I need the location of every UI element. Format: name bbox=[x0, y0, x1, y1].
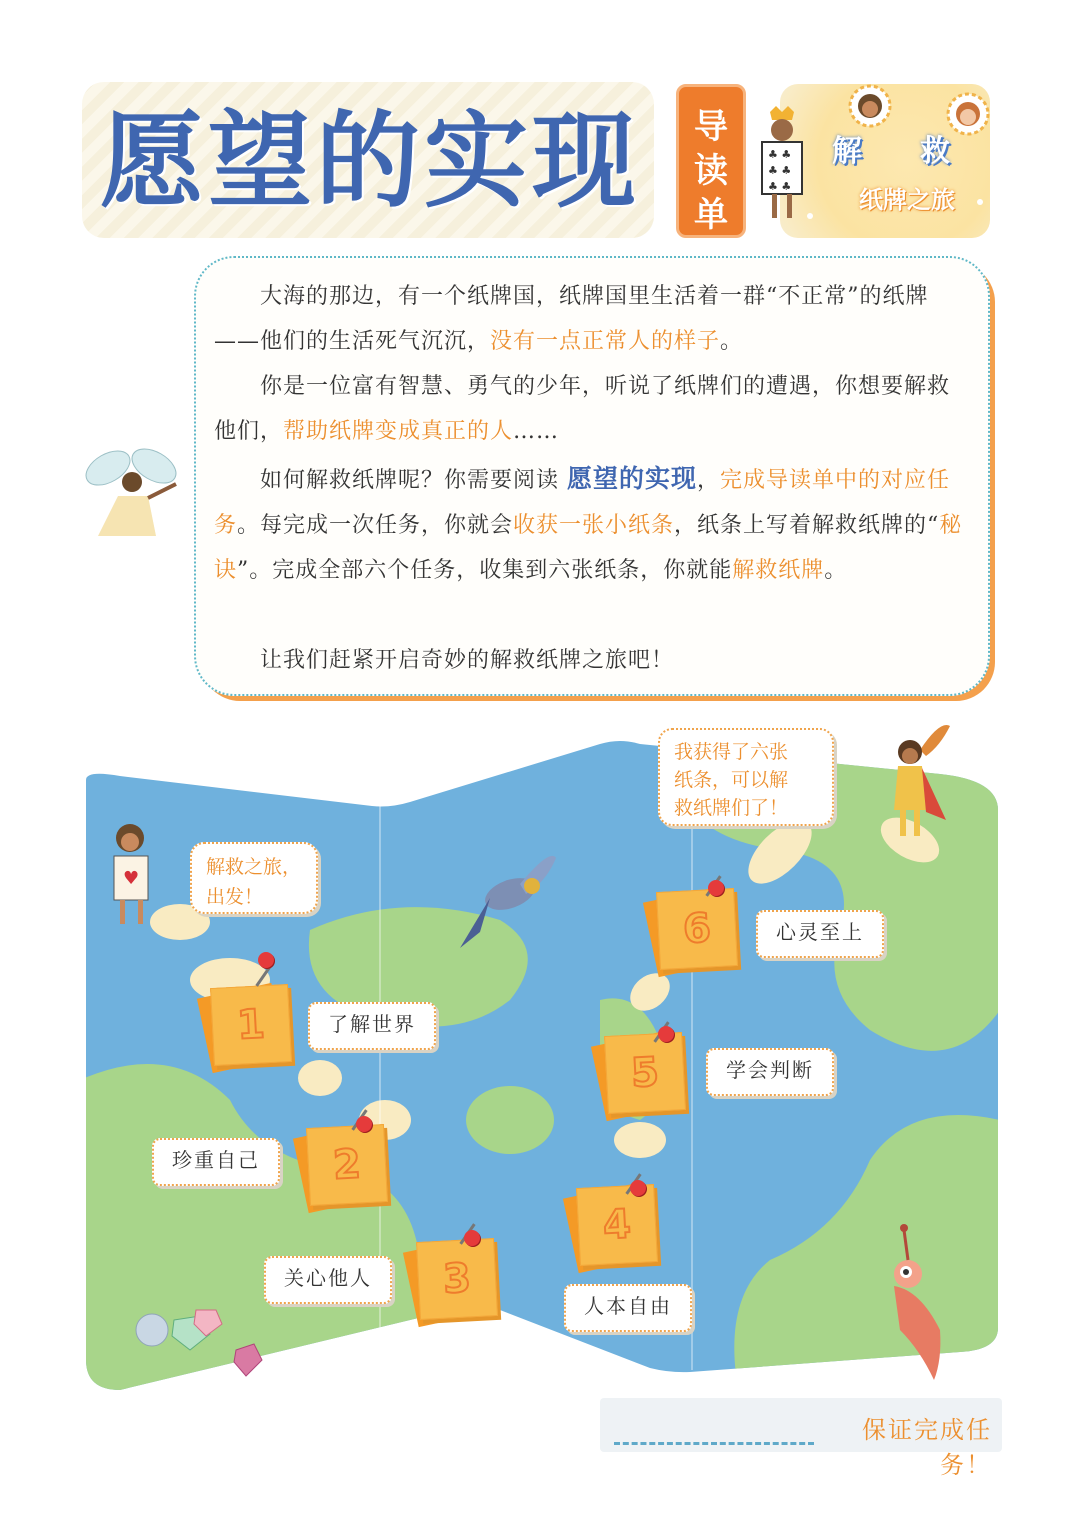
task-label-4: 人本自由 bbox=[564, 1284, 692, 1332]
task-number: 2 bbox=[331, 1141, 363, 1189]
badge-subtitle: 纸牌之旅 bbox=[859, 186, 955, 214]
intro-p2-end: …… bbox=[513, 419, 560, 444]
start-speech-bubble bbox=[190, 842, 318, 914]
intro-p3-text-c: 。每完成一次任务，你就会 bbox=[237, 513, 514, 538]
card-king-illustration bbox=[752, 106, 812, 224]
intro-p3-highlight-1: 完成导读单中的对应任务 bbox=[214, 468, 951, 538]
guide-char-1: 导 bbox=[694, 107, 728, 147]
start-bubble-line-1: 解救之旅， bbox=[206, 856, 302, 878]
intro-paragraph-3 bbox=[214, 456, 964, 593]
page-title: 愿望的实现 bbox=[100, 100, 641, 222]
task-number: 4 bbox=[601, 1201, 633, 1249]
badge-right-char: 救 bbox=[920, 134, 950, 169]
pushpin-icon bbox=[464, 1230, 480, 1246]
intro-p3-highlight-3: 秘诀 bbox=[214, 513, 963, 583]
intro-p4-text: 让我们赶紧开启奇妙的解救纸牌之旅吧！ bbox=[260, 648, 675, 673]
end-bubble-line-3: 救纸牌们了！ bbox=[674, 797, 789, 819]
task-number: 1 bbox=[235, 1001, 267, 1049]
badge-left-char: 解 bbox=[832, 134, 862, 169]
pushpin-icon bbox=[630, 1180, 646, 1196]
svg-text:♥: ♥ bbox=[123, 868, 140, 889]
task-label-5: 学会判断 bbox=[706, 1048, 834, 1096]
svg-text:♣ ♣: ♣ ♣ bbox=[768, 148, 792, 161]
intro-paragraph-1 bbox=[214, 274, 964, 364]
intro-p3-text-a: 如何解救纸牌呢？你需要阅读 bbox=[260, 468, 560, 493]
pushpin-icon bbox=[708, 880, 724, 896]
svg-text:♣ ♣: ♣ ♣ bbox=[768, 164, 792, 177]
guide-char-2: 读 bbox=[694, 151, 728, 191]
intro-p3-text-d: ，纸条上写着解救纸牌的“ bbox=[674, 513, 940, 538]
intro-paragraph-4 bbox=[214, 638, 964, 683]
svg-text:♣ ♣: ♣ ♣ bbox=[768, 180, 792, 193]
task-number: 5 bbox=[629, 1049, 661, 1097]
reading-guide-tag bbox=[676, 84, 746, 238]
pushpin-icon bbox=[658, 1026, 674, 1042]
task-label-1: 了解世界 bbox=[308, 1002, 436, 1050]
task-number: 3 bbox=[441, 1255, 473, 1303]
pushpin-icon bbox=[258, 952, 274, 968]
intro-p1-end: 。 bbox=[720, 329, 744, 354]
end-bubble-line-2: 纸条，可以解 bbox=[674, 769, 789, 791]
intro-p3-text-f: 。 bbox=[824, 558, 848, 583]
task-label-3: 关心他人 bbox=[264, 1256, 392, 1304]
intro-p1-highlight: 没有一点正常人的样子 bbox=[490, 329, 721, 354]
intro-p3-highlight-2: 收获一张小纸条 bbox=[513, 513, 675, 538]
footer-dashed-line bbox=[614, 1442, 814, 1445]
intro-paragraph-2 bbox=[214, 364, 964, 454]
task-number: 6 bbox=[681, 905, 713, 953]
intro-p2-highlight: 帮助纸牌变成真正的人 bbox=[283, 419, 514, 444]
intro-p1-text: 大海的那边，有一个纸牌国，纸牌国里生活着一群“不正常”的纸牌——他们的生活死气沉沉， bbox=[214, 284, 929, 354]
pushpin-icon bbox=[356, 1116, 372, 1132]
end-bubble-line-1: 我获得了六张 bbox=[674, 741, 789, 763]
intro-p2-text: 你是一位富有智慧、勇气的少年，听说了纸牌们的遭遇，你想要解救他们， bbox=[214, 374, 951, 444]
task-label-2: 珍重自己 bbox=[152, 1138, 280, 1186]
intro-p3-text-b: ， bbox=[697, 468, 721, 493]
intro-p3-text-e: ”。完成全部六个任务，收集到六张纸条，你就能 bbox=[237, 558, 733, 583]
footer-slogan: 保证完成任务！ bbox=[862, 1416, 992, 1479]
task-label-6: 心灵至上 bbox=[756, 910, 884, 958]
start-bubble-line-2: 出发！ bbox=[206, 886, 264, 908]
book-title: 愿望的实现 bbox=[567, 464, 698, 493]
end-speech-bubble bbox=[658, 728, 834, 826]
fairy-illustration bbox=[78, 440, 182, 544]
guide-char-3: 单 bbox=[694, 195, 728, 235]
intro-p3-highlight-4: 解救纸牌 bbox=[732, 558, 825, 583]
